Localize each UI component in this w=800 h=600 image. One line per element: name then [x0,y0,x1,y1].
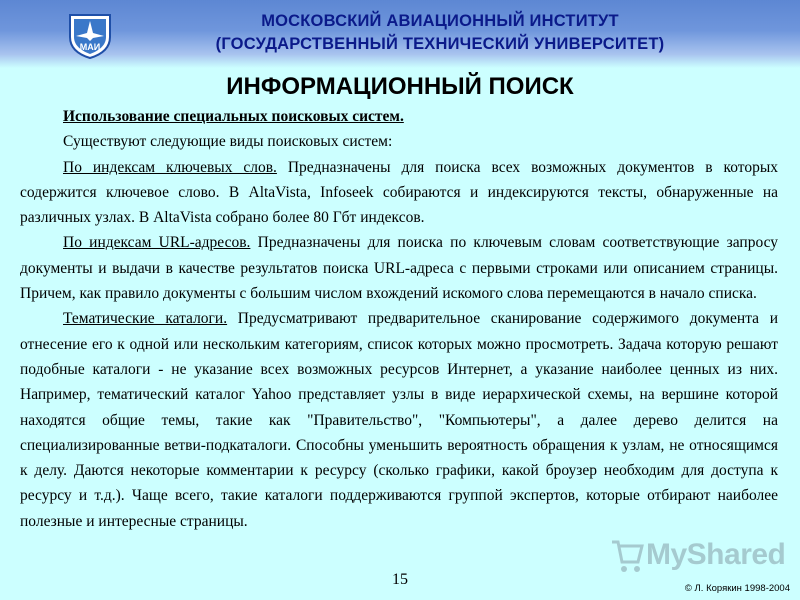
mai-logo-icon [66,11,114,59]
slide-content [20,104,778,534]
item-term: По индексам URL-адресов. [63,234,251,252]
institute-subtitle: (ГОСУДАРСТВЕННЫЙ ТЕХНИЧЕСКИЙ УНИВЕРСИТЕТ) [215,35,665,53]
copyright-notice: © Л. Корякин 1998-2004 [684,583,790,594]
list-item [20,230,778,306]
logo-text: МАИ [79,42,101,52]
item-term: Тематические каталоги. [63,310,228,328]
header-banner [0,0,800,68]
watermark-text: MyShared [646,538,786,571]
list-item [20,306,778,534]
section-heading: Использование специальных поисковых систем. [63,108,404,125]
item-text: Предусматривают предварительное сканирование содержимого документа и отнесение его к одной или нескольким категориям, список которых можно просмотреть. Задача которую решают подобные каталоги - не указание всех возможных ресурсов Интернет, а указание наиболее ценных из них. Например, тематический каталог Yahoo представляет узлы в виде иерархической схемы, на вершине которой находятся общие темы, такие как "Правительство", "Компьютеры", а далее дерево делится на специализированные ветви-подкаталоги. Способны уменьшить вероятность обращения к узлам, не относящимся к делу. Даются некоторые комментарии к ресурсу (сколько графики, какой броузер необходим для доступа к ресурсу и т.д.). Чаще всего, такие каталоги поддерживаются группой экспертов, которые отбирают наиболее полезные и интересные страницы. [20,310,778,530]
page-number: 15 [392,571,408,588]
intro-text: Существуют следующие виды поисковых систем: [63,133,393,151]
list-item [20,155,778,231]
section-heading-paragraph [20,104,778,129]
watermark [610,534,786,578]
item-text: Предназначены для поиска всех возможных документов в которых содержится ключевое слово. В AltaVista, Infoseek собираются и индексируются тексты, обнаруженные на различных узлах. В AltaVista собрано более 80 Гбт индексов. [20,158,778,227]
item-term: По индексам ключевых слов. [63,158,277,176]
institute-name: МОСКОВСКИЙ АВИАЦИОННЫЙ ИНСТИТУТ [261,12,619,30]
item-text: Предназначены для поиска по ключевым словам соответствующие запросу документы и выдачи в качестве результатов поиска URL-адреса с первыми строками или описанием страницы. Причем, как правило документы с большим числом вхождений искомого слова перемещаются в начало списка. [20,234,779,303]
cart-icon [610,536,644,576]
page-title: ИНФОРМАЦИОННЫЙ ПОИСК [226,73,574,100]
